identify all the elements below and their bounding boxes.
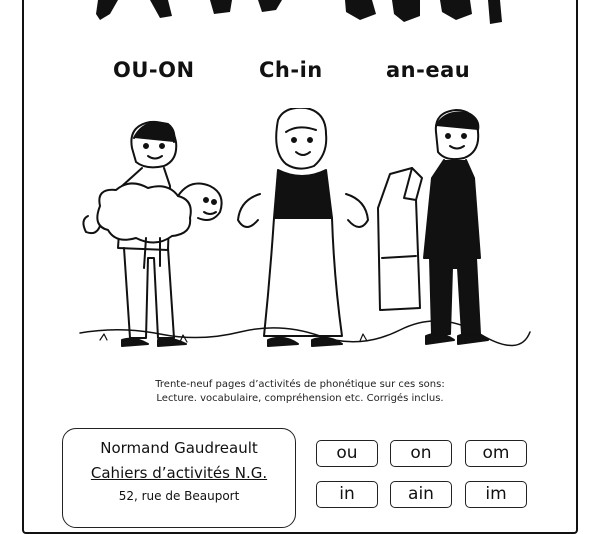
sound-chip: om bbox=[465, 440, 527, 467]
woman-in-hood bbox=[238, 108, 368, 346]
title-lettering bbox=[0, 0, 600, 30]
description-line-2: Lecture. vocabulaire, compréhension etc. Corrigés inclus. bbox=[156, 393, 444, 404]
sound-label-ch-in: Ch-in bbox=[259, 58, 323, 82]
publisher-series: Cahiers d’activités N.G. bbox=[90, 464, 268, 482]
publisher-box bbox=[62, 428, 296, 528]
sound-chip: in bbox=[316, 481, 378, 508]
description-line-1: Trente-neuf pages d’activités de phonétique sur ces sons: bbox=[155, 379, 445, 390]
sound-label-ou-on: OU-ON bbox=[113, 58, 195, 82]
sound-chip: ou bbox=[316, 440, 378, 467]
boy-with-sheep bbox=[83, 122, 221, 346]
man-with-coat bbox=[378, 110, 488, 344]
sound-label-an-eau: an-eau bbox=[386, 58, 471, 82]
characters-illustration bbox=[60, 108, 540, 370]
sound-chip: ain bbox=[390, 481, 452, 508]
sound-chip: on bbox=[390, 440, 452, 467]
sound-chip: im bbox=[465, 481, 527, 508]
publisher-address: 52, rue de Beauport bbox=[118, 489, 240, 503]
publisher-name: Normand Gaudreault bbox=[100, 439, 258, 457]
